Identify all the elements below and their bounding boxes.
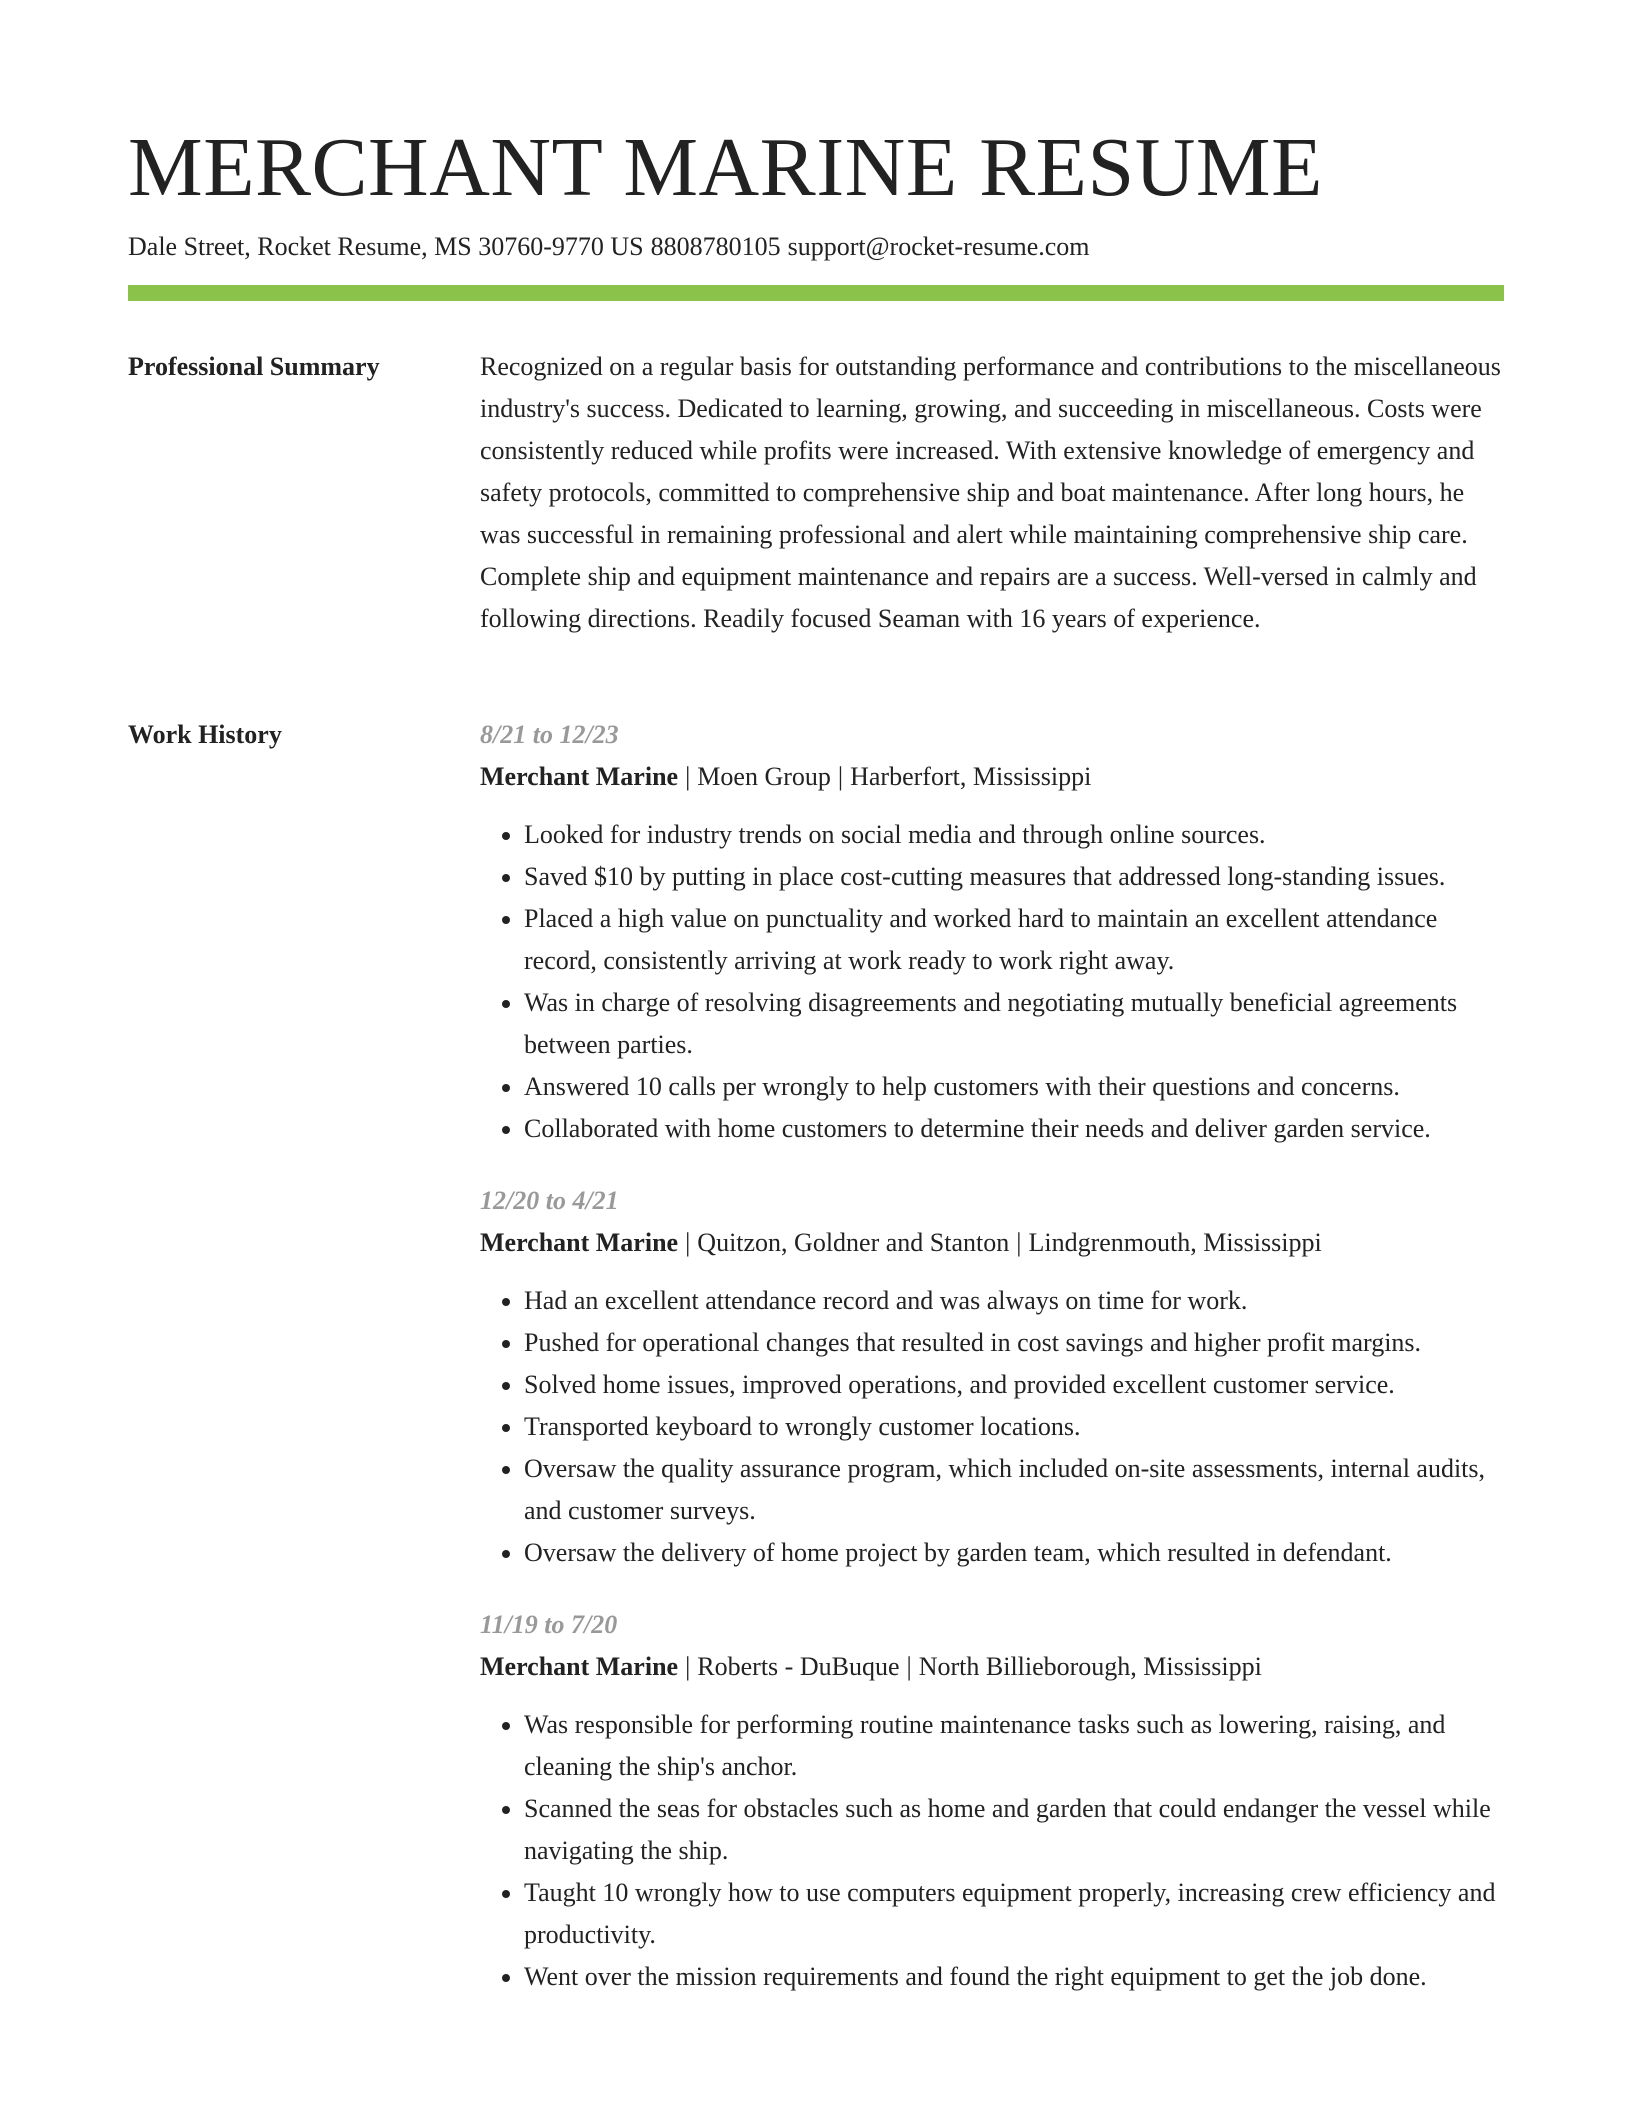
job-company: Roberts - DuBuque [697,1652,900,1681]
job-bullet: • Went over the mission requirements and found the right equipment to get the job done. [524,1956,1504,1998]
job-entry [480,714,1504,1150]
job-separator: | [906,1652,912,1681]
resume-title: MERCHANT MARINE RESUME [128,121,1323,214]
job-bullet: • Saved $10 by putting in place cost-cutting measures that addressed long-standing issues. [524,856,1504,898]
job-title: Merchant Marine [480,1228,679,1257]
job-bullet: • Oversaw the quality assurance program, which included on-site assessments, internal audits, and customer surveys. [524,1448,1504,1532]
job-entry [480,1180,1504,1574]
summary-text: Recognized on a regular basis for outstanding performance and contributions to the miscellaneous industry's success. Dedicated to learning, growing, and succeeding in miscellaneous. Costs were consistently reduced while profits were increased. With extensive knowledge of emergency and safety protocols, committed to comprehensive ship and boat maintenance. After long hours, he was successful in remaining professional and alert while maintaining comprehensive ship care. Complete ship and equipment maintenance and repairs are a success. Well-versed in calmly and following directions. Readily focused Seaman with 16 years of experience. [480,352,1501,633]
job-bullet: • Taught 10 wrongly how to use computers equipment properly, increasing crew efficiency and productivity. [524,1872,1504,1956]
job-bullet: • Was in charge of resolving disagreements and negotiating mutually beneficial agreements between parties. [524,982,1504,1066]
job-separator: | [685,1228,691,1257]
work-history-body [480,714,1504,2028]
job-separator: | [837,762,844,791]
accent-divider [128,285,1504,301]
job-location: Lindgrenmouth, Mississippi [1028,1228,1322,1257]
section-label-summary: Professional Summary [128,352,380,381]
job-bullet-list [480,1280,1504,1574]
job-bullet: • Pushed for operational changes that resulted in cost savings and higher profit margins. [524,1322,1504,1364]
job-title: Merchant Marine [480,1652,679,1681]
job-title: Merchant Marine [480,762,679,791]
job-bullet: • Oversaw the delivery of home project by garden team, which resulted in defendant. [524,1532,1504,1574]
job-entry [480,1604,1504,1998]
job-bullet: • Transported keyboard to wrongly customer locations. [524,1406,1504,1448]
resume-header [128,118,1504,264]
job-bullet: • Answered 10 calls per wrongly to help customers with their questions and concerns. [524,1066,1504,1108]
job-heading [480,1646,1504,1688]
job-heading [480,756,1504,798]
job-company: Moen Group [697,762,831,791]
job-heading [480,1222,1504,1264]
job-dates: 8/21 to 12/23 [480,720,619,749]
job-location: North Billieborough, Mississippi [918,1652,1262,1681]
contact-phone: 8808780105 [650,232,781,261]
job-bullet: • Had an excellent attendance record and was always on time for work. [524,1280,1504,1322]
job-separator: | [685,762,691,791]
job-dates: 11/19 to 7/20 [480,1610,618,1639]
contact-line [128,230,1504,264]
job-location: Harberfort, Mississippi [850,762,1092,791]
job-bullet: • Looked for industry trends on social media and through online sources. [524,814,1504,856]
contact-address: Dale Street, Rocket Resume, MS 30760-9770 US [128,232,644,261]
job-separator: | [685,1652,691,1681]
job-bullet: • Solved home issues, improved operations, and provided excellent customer service. [524,1364,1504,1406]
job-bullet-list [480,814,1504,1150]
job-separator: | [1016,1228,1022,1257]
job-bullet: • Collaborated with home customers to determine their needs and deliver garden service. [524,1108,1504,1150]
job-bullet-list [480,1704,1504,1998]
job-dates: 12/20 to 4/21 [480,1186,619,1215]
contact-email: support@rocket-resume.com [787,232,1090,261]
job-bullet: • Placed a high value on punctuality and worked hard to maintain an excellent attendance record, consistently arriving at work ready to work right away. [524,898,1504,982]
summary-body [480,346,1504,640]
section-label-work-history: Work History [128,720,282,749]
job-bullet: • Scanned the seas for obstacles such as home and garden that could endanger the vessel while navigating the ship. [524,1788,1504,1872]
job-bullet: • Was responsible for performing routine maintenance tasks such as lowering, raising, and cleaning the ship's anchor. [524,1704,1504,1788]
job-company: Quitzon, Goldner and Stanton [697,1228,1010,1257]
